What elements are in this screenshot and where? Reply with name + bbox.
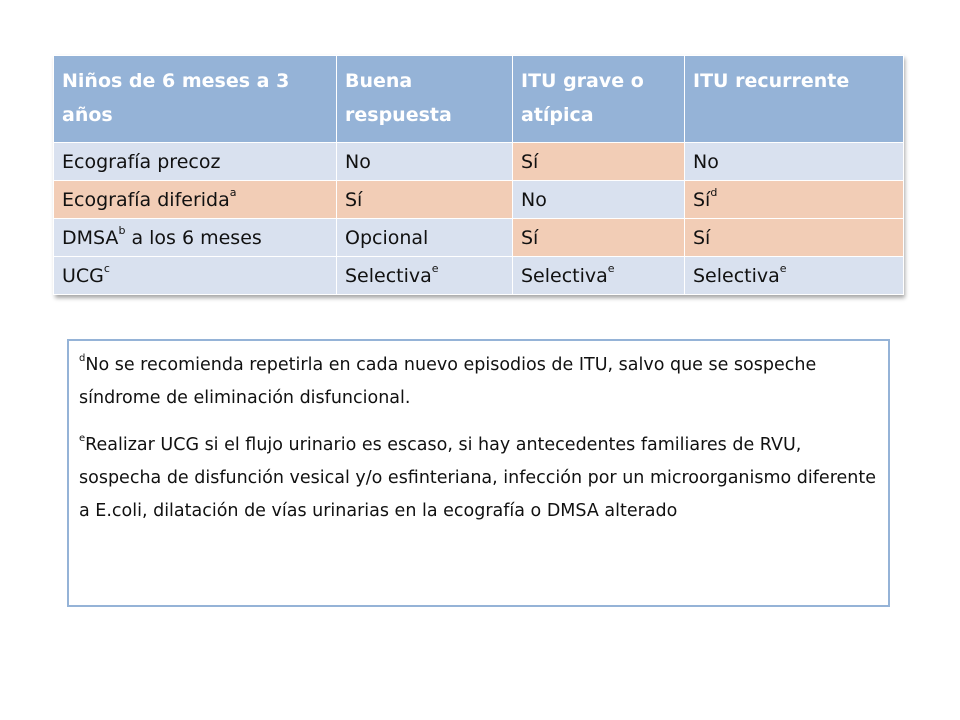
cell-text: Opcional bbox=[345, 226, 429, 249]
table-row bbox=[54, 219, 904, 257]
table-cell bbox=[513, 143, 685, 181]
row-label bbox=[54, 143, 337, 181]
footnote-marker: e bbox=[79, 433, 86, 445]
cell-text: Sí bbox=[521, 226, 539, 249]
table-row bbox=[54, 181, 904, 219]
cell-text: Selectiva bbox=[693, 264, 780, 287]
recommendation-table-container bbox=[53, 55, 903, 295]
footnote-marker: d bbox=[79, 353, 86, 365]
table-cell bbox=[513, 181, 685, 219]
table-cell bbox=[337, 219, 513, 257]
footnote-marker: c bbox=[103, 262, 110, 276]
imaging-recommendation-table bbox=[53, 55, 904, 295]
header-good-response: Buena respuesta bbox=[337, 56, 513, 143]
row-label bbox=[54, 219, 337, 257]
table-cell bbox=[337, 181, 513, 219]
table-cell bbox=[513, 219, 685, 257]
footnote-e-text: Realizar UCG si el flujo urinario es escaso, si hay antecedentes familiares de RVU, sospecha de disfunción vesical y/o esfinteriana, infección por un microorganismo diferente a E.coli, dilatación de vías urinarias en la ecografía o DMSA alterado bbox=[79, 435, 876, 521]
table-cell bbox=[685, 181, 904, 219]
cell-text: No bbox=[345, 150, 371, 173]
row-label-text: UCG bbox=[62, 264, 104, 287]
cell-text: Selectiva bbox=[521, 264, 608, 287]
footnote-d bbox=[79, 349, 878, 415]
table-cell bbox=[685, 257, 904, 295]
cell-text: Selectiva bbox=[345, 264, 432, 287]
footnote-e bbox=[79, 429, 878, 528]
row-label-text: Ecografía precoz bbox=[62, 150, 221, 173]
footnote-marker: e bbox=[431, 262, 439, 276]
footnote-marker: d bbox=[710, 186, 718, 200]
cell-text: Sí bbox=[345, 188, 363, 211]
table-cell bbox=[685, 219, 904, 257]
cell-text: No bbox=[693, 150, 719, 173]
header-recurrent-uti: ITU recurrente bbox=[685, 56, 904, 143]
table-row bbox=[54, 257, 904, 295]
footnote-marker: b bbox=[118, 224, 126, 238]
table-cell bbox=[685, 143, 904, 181]
header-severe-atypical-uti: ITU grave o atípica bbox=[513, 56, 685, 143]
row-label-text: Ecografía diferida bbox=[62, 188, 230, 211]
header-age-group: Niños de 6 meses a 3 años bbox=[54, 56, 337, 143]
table-header-row bbox=[54, 56, 904, 143]
table-cell bbox=[337, 257, 513, 295]
row-label bbox=[54, 181, 337, 219]
table-cell bbox=[337, 143, 513, 181]
footnote-marker: a bbox=[229, 186, 237, 200]
cell-text: Sí bbox=[693, 226, 711, 249]
row-label bbox=[54, 257, 337, 295]
footnote-d-text: No se recomienda repetirla en cada nuevo episodios de ITU, salvo que se sospeche síndrome de eliminación disfuncional. bbox=[79, 355, 817, 408]
table-cell bbox=[513, 257, 685, 295]
footnote-marker: e bbox=[779, 262, 787, 276]
footnotes-box bbox=[67, 339, 890, 607]
cell-text: Sí bbox=[521, 150, 539, 173]
table-row bbox=[54, 143, 904, 181]
row-label-suffix: a los 6 meses bbox=[125, 226, 262, 249]
footnote-marker: e bbox=[607, 262, 615, 276]
cell-text: No bbox=[521, 188, 547, 211]
cell-text: Sí bbox=[693, 188, 711, 211]
row-label-text: DMSA bbox=[62, 226, 119, 249]
